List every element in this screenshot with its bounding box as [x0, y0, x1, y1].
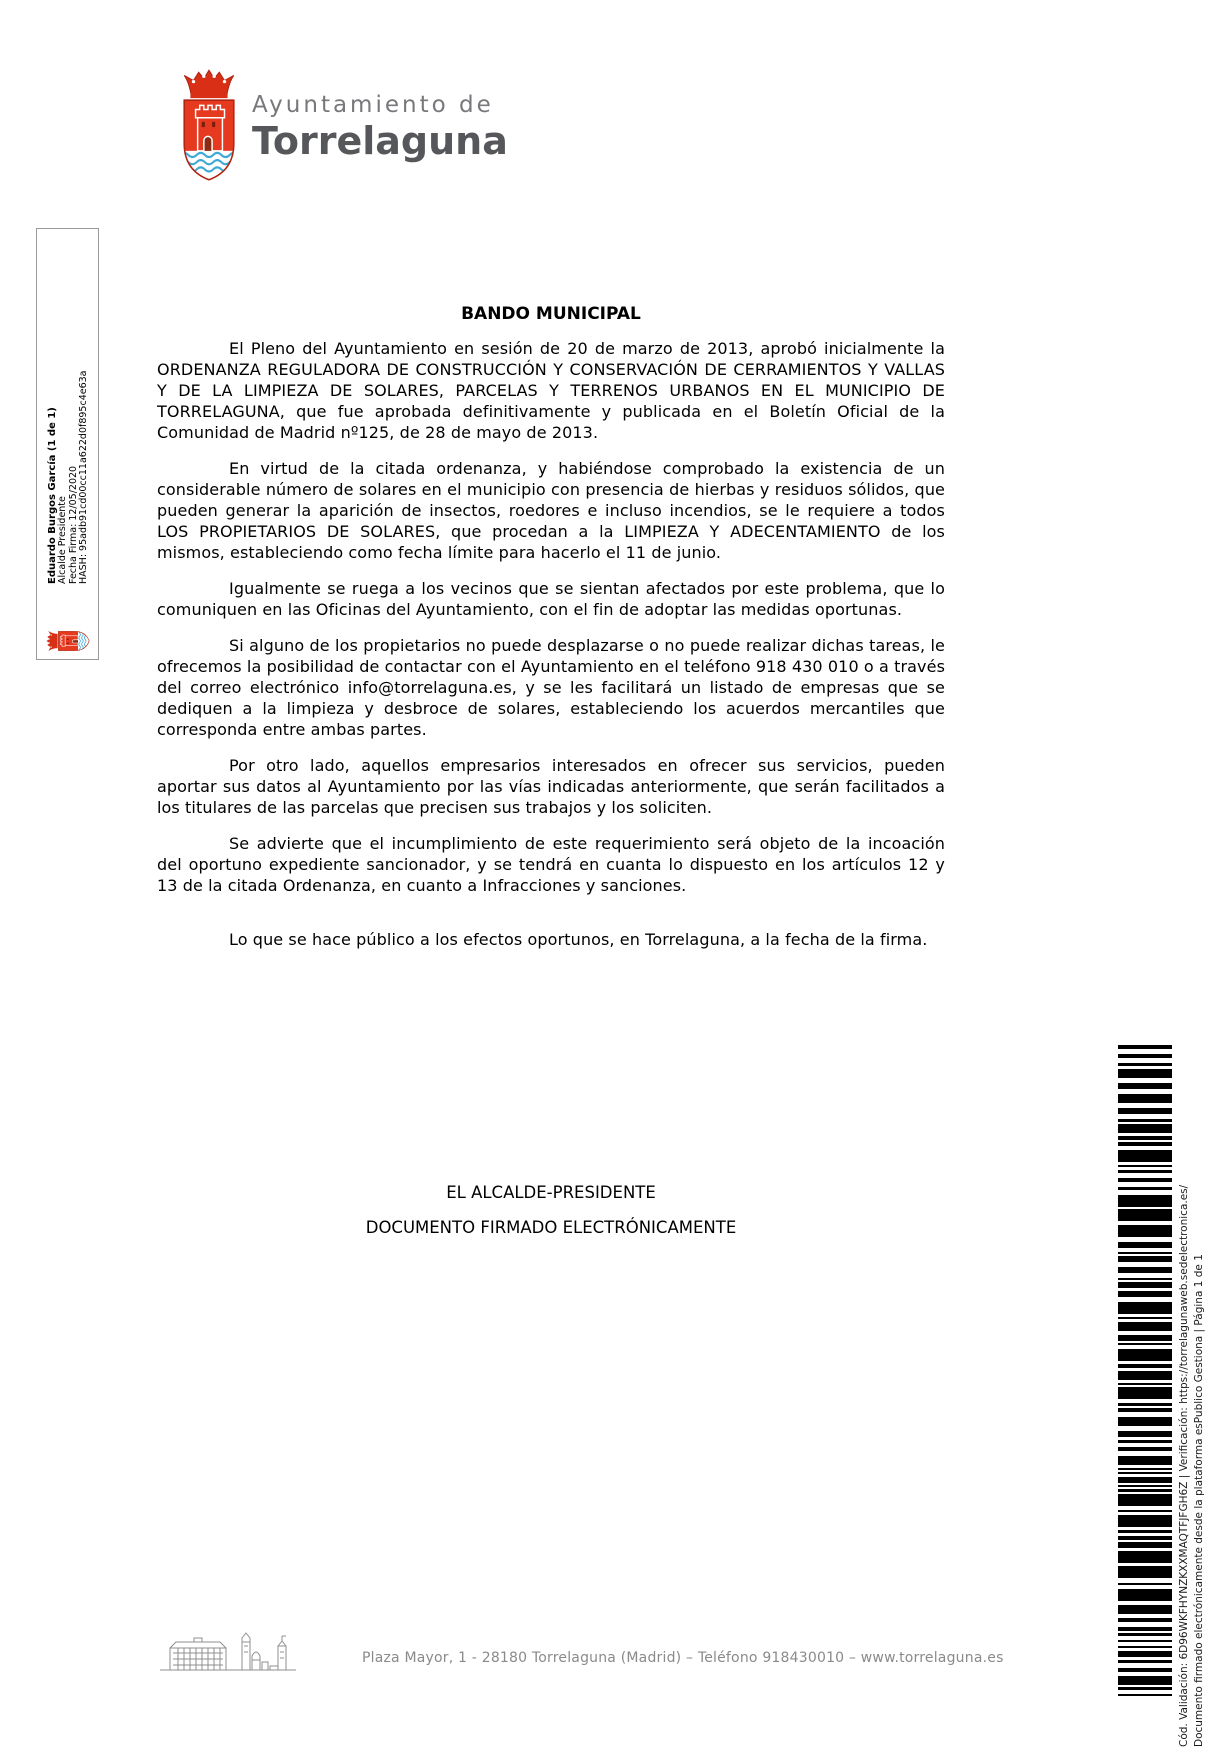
signature-date: Fecha Firma: 12/05/2020: [67, 465, 79, 584]
document-body: [157, 338, 945, 965]
document-title: BANDO MUNICIPAL: [461, 304, 641, 324]
paragraph-7: Lo que se hace público a los efectos oportunos, en Torrelaguna, a la fecha de la firma.: [229, 930, 928, 949]
paragraph-1: El Pleno del Ayuntamiento en sesión de 20 de marzo de 2013, aprobó inicialmente la ORDENANZA REGULADORA DE CONSTRUCCIÓN Y CONSERVACIÓN DE CERRAMIENTOS Y VALLAS Y DE LA LIMPIEZA DE SOLARES, PARCELAS Y TERRENOS URBANOS EN EL MUNICIPIO DE TORRELAGUNA, que fue aprobada definitivamente y publicada en el Boletín Oficial de la Comunidad de Madrid nº125, de 28 de mayo de 2013.: [157, 339, 945, 442]
paragraph-3: Igualmente se ruega a los vecinos que se sientan afectados por este problema, que lo comuniquen en las Oficinas del Ayuntamiento, con el fin de adoptar las medidas oportunas.: [157, 579, 945, 619]
closing-signed-line: DOCUMENTO FIRMADO ELECTRÓNICAMENTE: [365, 1218, 737, 1237]
signature-hash: HASH: 95adb91cd00cc11a622d0f895c4e63a: [78, 370, 89, 584]
logo-line1: Ayuntamiento de: [252, 92, 494, 118]
validation-barcode: [1118, 1045, 1172, 1703]
closing-block: [157, 1183, 945, 1237]
signer-name: Eduardo Burgos García (1 de 1): [47, 407, 58, 584]
paragraph-4: Si alguno de los propietarios no puede desplazarse o no puede realizar dichas tareas, le ofrecemos la posibilidad de contactar con el Ayuntamiento en el teléfono 918 430 010 o a través del correo electrónico info@torrelaguna.es, y se les facilitará un listado de empresas que se dediquen a la limpieza y desbroce de solares, estableciendo los acuerdos mercantiles que corresponda entre ambas partes.: [157, 636, 945, 739]
validation-code-line: Cód. Validación: 6D96WKFHYNZKXXMAQTFJFGH6Z | Verificación: https://torrelagunaweb.sedelectronica.es/: [1178, 1184, 1190, 1747]
paragraph-2: En virtud de la citada ordenanza, y habiéndose comprobado la existencia de un considerable número de solares en el municipio con presencia de hierbas y residuos sólidos, que pueden generar la aparición de insectos, roedores e incluso incendios, se le requiere a todos LOS PROPIETARIOS DE SOLARES, que procedan a la LIMPIEZA Y ADECENTAMIENTO de los mismos, estableciendo como fecha límite para hacerlo el 11 de junio.: [157, 459, 945, 562]
paragraph-6: Se advierte que el incumplimiento de este requerimiento será objeto de la incoación del oportuno expediente sancionador, y se tendrá en cuanta lo dispuesto en los artículos 12 y 13 de la citada Ordenanza, en cuanto a Infracciones y sanciones.: [157, 834, 945, 895]
logo-municipality-name: Torrelaguna: [252, 119, 508, 163]
closing-office-line: EL ALCALDE-PRESIDENTE: [446, 1183, 656, 1202]
signer-role: Alcalde Presidente: [57, 496, 68, 584]
margin-legal-text: [1177, 1039, 1211, 1747]
paragraph-5: Por otro lado, aquellos empresarios interesados en ofrecer sus servicios, pueden aportar sus datos al Ayuntamiento por las vías indicadas anteriormente, que serán facilitados a los titulares de las parcelas que precisen sus trabajos y los soliciten.: [157, 756, 945, 817]
logo-text: [252, 68, 508, 163]
signature-stamp-box: [36, 228, 99, 660]
footer-address: Plaza Mayor, 1 - 28180 Torrelaguna (Madrid) – Teléfono 918430010 – www.torrelaguna.es: [362, 1650, 1004, 1666]
town-skyline-icon: [158, 1626, 298, 1678]
header-logo: [178, 68, 508, 182]
torrelaguna-coat-of-arms-icon: [178, 68, 240, 182]
platform-line: Documento firmado electrónicamente desde la plataforma esPublico Gestiona | Página 1 de 1: [1193, 1254, 1205, 1747]
signature-stamp-text: [47, 328, 91, 584]
stamp-coat-of-arms-icon: [46, 619, 90, 655]
